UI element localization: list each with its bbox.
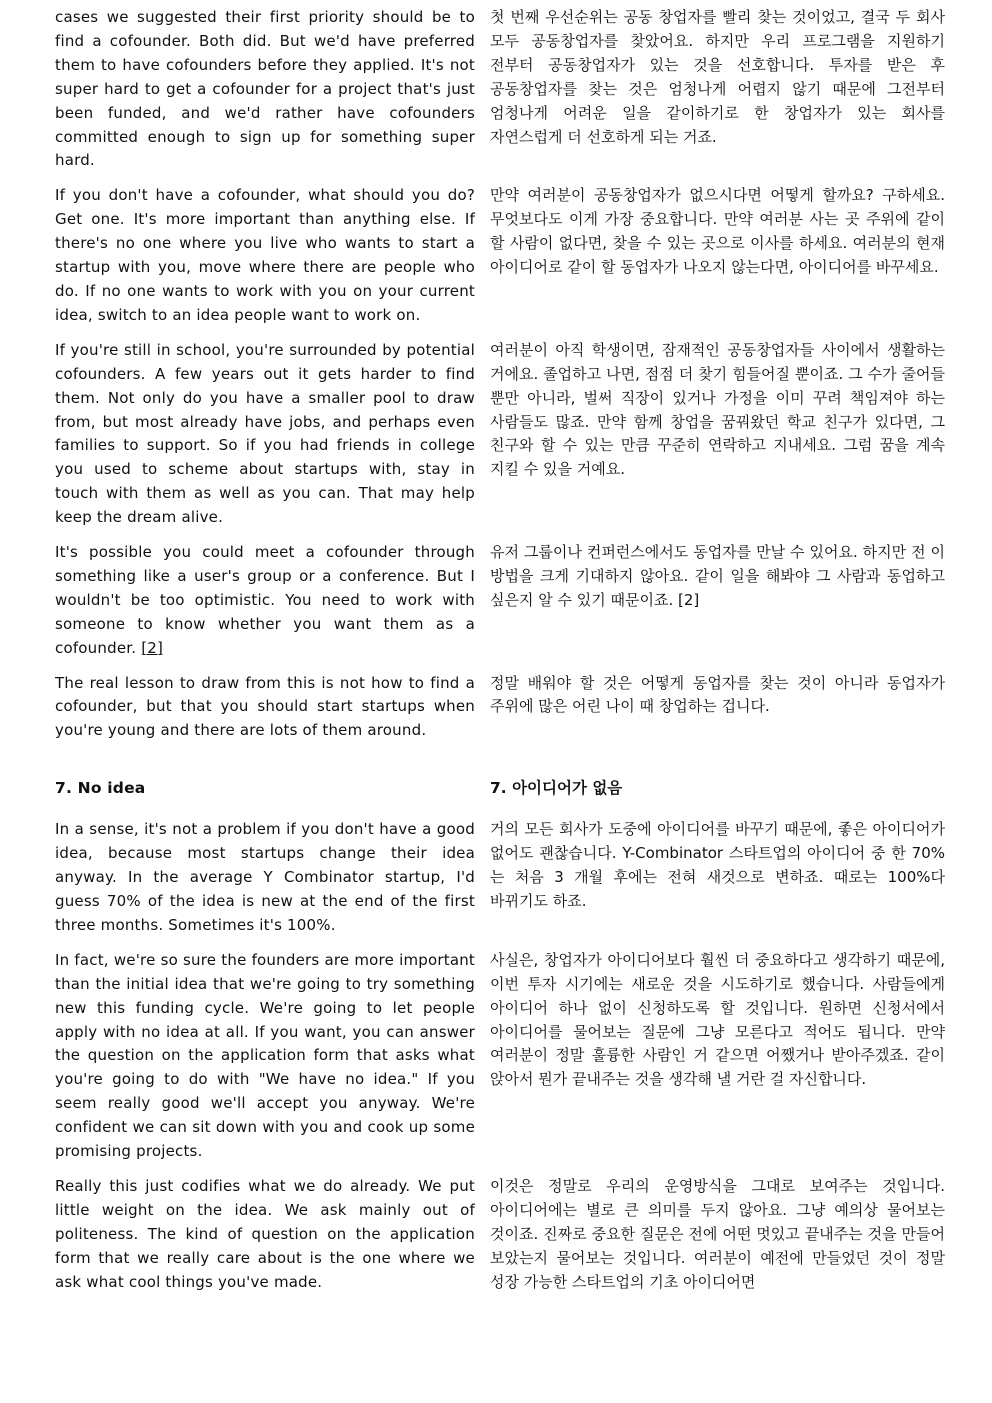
korean-paragraph: 거의 모든 회사가 도중에 아이디어를 바꾸기 때문에, 좋은 아이디어가 없어도 괜찮습니다. Y-Combinator 스타트업의 아이디어 중 한 70%는 처음 3 개월 후에는 전혀 새것으로 변하죠. 때로는 100%다 바뀌기도 하죠. — [490, 820, 945, 910]
english-paragraph — [55, 541, 475, 661]
paragraph-pair — [55, 541, 945, 661]
paragraph-pair — [55, 184, 945, 327]
paragraph-pair — [55, 949, 945, 1164]
footnote-link[interactable]: [2] — [141, 638, 164, 657]
korean-paragraph: 정말 배워야 할 것은 어떻게 동업자를 찾는 것이 아니라 동업자가 주위에 많은 어린 나이 때 창업하는 겁니다. — [490, 673, 945, 716]
english-paragraph: If you don't have a cofounder, what should you do? Get one. It's more important than anything else. If there's no one where you live who wants to start a startup with you, move where there are people who do. If no one wants to work with you on your current idea, switch to an idea people want to work on. — [55, 186, 475, 324]
english-paragraph-text: It's possible you could meet a cofounder through something like a user's group or a conference. But I wouldn't be too optimistic. You need to work with someone to know whether you want them as a cofounder. — [55, 543, 475, 657]
paragraph-pair — [55, 6, 945, 173]
english-paragraph: Really this just codifies what we do already. We put little weight on the idea. We ask mainly out of politeness. The kind of question on the application form that we really care about is the one where we ask what cool things you've made. — [55, 1176, 475, 1291]
korean-paragraph: 첫 번째 우선순위는 공동 창업자를 빨리 찾는 것이었고, 결국 두 회사 모두 공동창업자를 찾았어요. 하지만 우리 프로그램을 지원하기 전부터 공동창업자가 있는 것을 선호합니다. 투자를 받은 후 공동창업자를 찾는 것은 엄청나게 어렵지 않기 때문에 그전부터 엄청나게 어려운 일을 같이하기로 한 창업자가 있는 회사를 자연스럽게 더 선호하게 되는 거죠. — [490, 8, 945, 146]
english-paragraph: cases we suggested their first priority should be to find a cofounder. Both did. But we'd have preferred them to have cofounders before they applied. It's not super hard to get a cofounder for a project that's just been funded, and we'd rather have cofounders committed enough to sign up for something super hard. — [55, 8, 475, 170]
paragraph-pair — [55, 339, 945, 530]
english-paragraph: If you're still in school, you're surrounded by potential cofounders. A few years out it gets harder to find them. Not only do you have a smaller pool to draw from, but most already have jobs, and perhaps even families to support. So if you had friends in college you used to scheme about startups with, stay in touch with them as well as you can. That may help keep the dream alive. — [55, 340, 475, 527]
section-heading-english: 7. No idea — [55, 779, 146, 798]
bilingual-document — [55, 6, 945, 1306]
korean-paragraph: 만약 여러분이 공동창업자가 없으시다면 어떻게 할까요? 구하세요. 무엇보다도 이게 가장 중요합니다. 만약 여러분 사는 곳 주위에 같이 할 사람이 없다면, 찾을 수 있는 곳으로 이사를 하세요. 여러분의 현재 아이디어로 같이 할 동업자가 나오지 않는다면, 아이디어를 바꾸세요. — [490, 186, 945, 277]
paragraph-pair — [55, 818, 945, 938]
korean-paragraph: 이것은 정말로 우리의 운영방식을 그대로 보여주는 것입니다. 아이디어에는 별로 큰 의미를 두지 않아요. 그냥 예의상 물어보는 것이죠. 진짜로 중요한 질문은 전에 어떤 멋있고 끝내주는 것을 만들어 보았는지 물어보는 것입니다. 여러분이 예전에 만들었던 것이 정말 성장 가능한 스타트업의 기초 아이디어면 — [490, 1176, 945, 1291]
section-heading-korean: 7. 아이디어가 없음 — [490, 779, 623, 798]
korean-paragraph-text: 유저 그룹이나 컨퍼런스에서도 동업자를 만날 수 있어요. 하지만 전 이 방법을 크게 기대하지 않아요. 같이 일을 해봐야 그 사람과 동업하고 싶은지 알 수 있기 때문이죠. — [490, 543, 945, 609]
korean-paragraph — [490, 541, 945, 661]
english-paragraph: In fact, we're so sure the founders are more important than the initial idea that we're going to try something new this funding cycle. We're going to let people apply with no idea at all. If you want, you can answer the question on the application form that asks what you're going to do with "We have no idea." If you seem really good we'll accept you anyway. We're confident we can sit down with you and cook up some promising projects. — [55, 950, 475, 1161]
english-paragraph: The real lesson to draw from this is not how to find a cofounder, but that you should start startups when you're young and there are lots of them around. — [55, 673, 475, 740]
korean-paragraph: 사실은, 창업자가 아이디어보다 훨씬 더 중요하다고 생각하기 때문에, 이번 투자 시기에는 새로운 것을 시도하기로 했습니다. 사람들에게 아이디어 하나 없이 신청하도록 할 것입니다. 원하면 신청서에서 아이디어를 물어보는 질문에 그냥 모른다고 적어도 됩니다. 만약 여러분이 정말 훌륭한 사람인 거 같으면 어쨌거나 받아주겠죠. 같이 앉아서 뭔가 끝내주는 것을 생각해 낼 거란 걸 자신합니다. — [490, 950, 945, 1089]
paragraph-pair — [55, 1175, 945, 1295]
section-heading-pair — [55, 776, 945, 800]
english-paragraph: In a sense, it's not a problem if you don't have a good idea, because most startups change their idea anyway. In the average Y Combinator startup, I'd guess 70% of the idea is new at the end of the first three months. Sometimes it's 100%. — [55, 820, 475, 934]
footnote-ref: [2] — [678, 590, 700, 609]
paragraph-pair — [55, 672, 945, 744]
korean-paragraph: 여러분이 아직 학생이면, 잠재적인 공동창업자들 사이에서 생활하는 거에요. 졸업하고 나면, 점점 더 찾기 힘들어질 뿐이죠. 그 수가 줄어들 뿐만 아니라, 벌써 직장이 있거나 가정을 이미 꾸려 책임져야 하는 사람들도 많죠. 만약 함께 창업을 꿈꿔왔던 학교 친구가 있다면, 그 친구와 할 수 있는 만큼 꾸준히 연락하고 지내세요. 그럼 꿈을 계속 지킬 수 있을 거예요. — [490, 340, 945, 479]
